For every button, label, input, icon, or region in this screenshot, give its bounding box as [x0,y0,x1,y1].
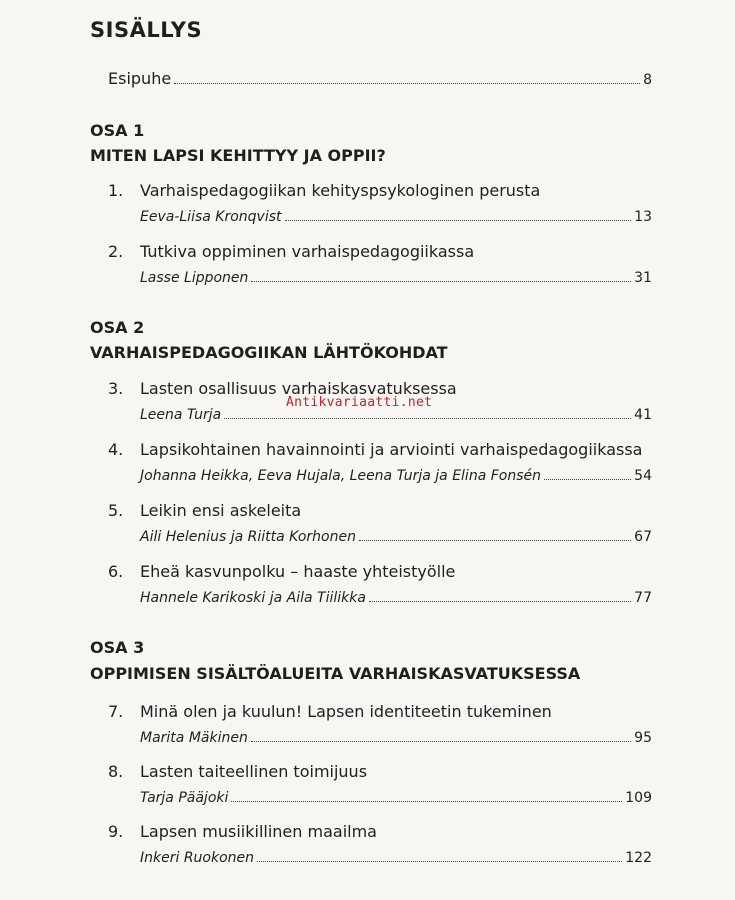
leader-dots [544,467,631,480]
chapter-page: 31 [634,270,652,286]
leader-dots [359,528,631,541]
chapter-author: Lasse Lipponen [140,270,249,286]
chapter-number: 7. [108,702,124,721]
chapter-title: Lasten osallisuus varhaiskasvatuksessa [140,379,457,398]
leader-dots [174,69,640,84]
chapter-page: 122 [625,850,652,866]
chapter-number: 2. [108,242,124,261]
chapter-title: Lasten taiteellinen toimijuus [140,762,368,781]
chapter-page: 54 [634,468,652,484]
chapter-page: 95 [634,730,652,746]
leader-dots [257,849,622,862]
chapter-author: Marita Mäkinen [140,730,248,746]
chapter-number: 4. [108,440,124,459]
chapter-number: 9. [108,822,124,841]
leader-dots [285,208,632,221]
watermark: Antikvariaatti.net [286,395,433,410]
part-1-label: OSA 1 [90,121,145,140]
leader-dots [231,789,622,802]
chapter-title: Eheä kasvunpolku – haaste yhteistyölle [140,562,456,581]
part-2-title: VARHAISPEDAGOGIIKAN LÄHTÖKOHDAT [90,343,448,362]
preface-page: 8 [643,72,652,88]
part-1-title: MITEN LAPSI KEHITTYY JA OPPII? [90,146,386,165]
part-2-label: OSA 2 [90,318,145,337]
part-3-title: OPPIMISEN SISÄLTÖALUEITA VARHAISKASVATUKSESSA [90,664,581,683]
chapter-number: 5. [108,501,124,520]
chapter-page: 67 [634,529,652,545]
chapter-number: 1. [108,181,124,200]
chapter-title: Varhaispedagogiikan kehityspsykologinen perusta [140,181,541,200]
chapter-title: Leikin ensi askeleita [140,501,302,520]
chapter-author: Leena Turja [140,407,222,423]
chapter-author: Hannele Karikoski ja Aila Tiilikka [140,590,366,606]
chapter-number: 6. [108,562,124,581]
part-3-label: OSA 3 [90,638,145,657]
preface-entry [108,69,652,90]
leader-dots [251,729,631,742]
chapter-page: 13 [634,209,652,225]
chapter-title: Minä olen ja kuulun! Lapsen identiteetin tukeminen [140,702,552,721]
preface-label: Esipuhe [108,69,172,88]
chapter-number: 8. [108,762,124,781]
chapter-page: 41 [634,407,652,423]
chapter-title: Lapsikohtainen havainnointi ja arviointi varhaispedagogiikassa [140,440,643,459]
chapter-author: Inkeri Ruokonen [140,850,255,866]
leader-dots [369,589,631,602]
leader-dots [251,269,631,282]
chapter-title: Lapsen musiikillinen maailma [140,822,377,841]
chapter-author: Tarja Pääjoki [140,790,229,806]
chapter-author: Johanna Heikka, Eeva Hujala, Leena Turja ja Elina Fonsén [140,468,541,484]
chapter-page: 109 [625,790,652,806]
toc-title: SISÄLLYS [90,18,203,42]
chapter-page: 77 [634,590,652,606]
chapter-title: Tutkiva oppiminen varhaispedagogiikassa [140,242,475,261]
chapter-author: Eeva-Liisa Kronqvist [140,209,282,225]
chapter-author: Aili Helenius ja Riitta Korhonen [140,529,356,545]
chapter-number: 3. [108,379,124,398]
